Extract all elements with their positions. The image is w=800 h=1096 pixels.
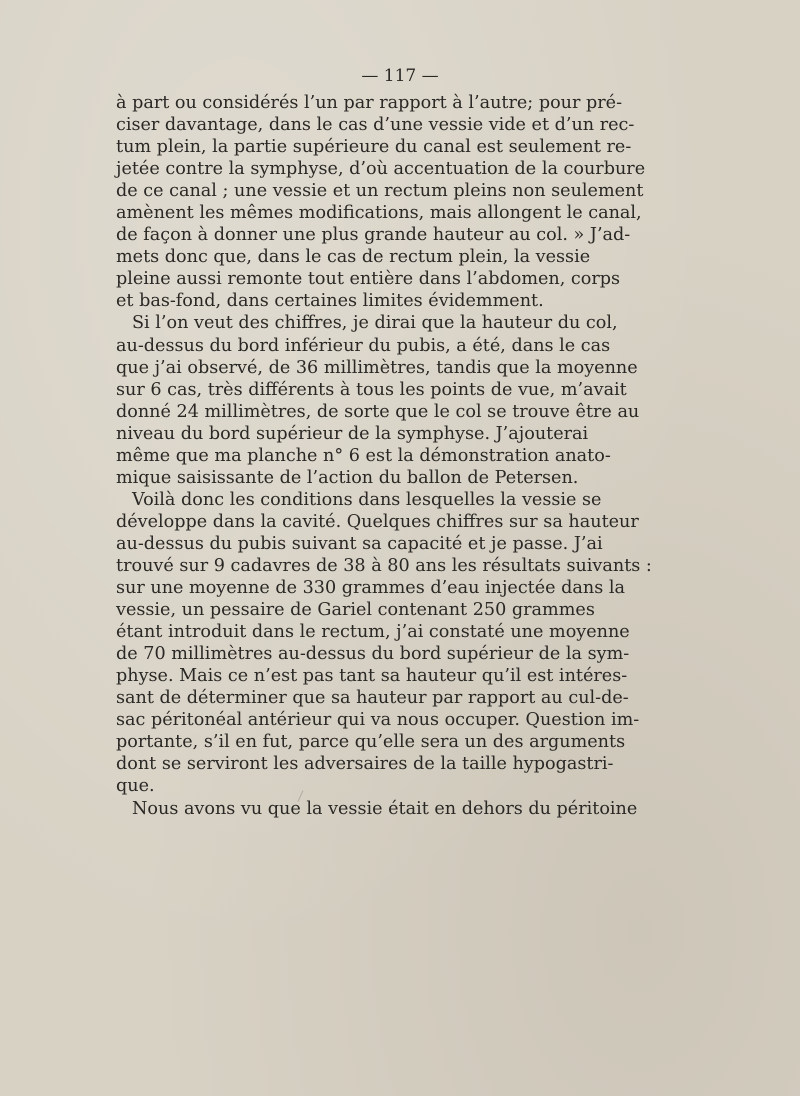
text-line: vessie, un pessaire de Gariel contenant 250 grammes — [116, 600, 595, 621]
body-text — [116, 92, 652, 820]
text-line: jetée contre la symphyse, d’où accentuation de la courbure — [116, 159, 646, 180]
text-line: sac péritonéal antérieur qui va nous occuper. Question im- — [116, 710, 640, 731]
text-line: de façon à donner une plus grande hauteur au col. » J’ad- — [116, 225, 631, 246]
paragraph-start-line: Nous avons vu que la vessie était en dehors du péritoine — [132, 798, 638, 819]
text-line: ciser davantage, dans le cas d’une vessie vide et d’un rec- — [116, 115, 635, 136]
text-line: mets donc que, dans le cas de rectum plein, la vessie — [116, 247, 591, 268]
text-line: au-dessus du pubis suivant sa capacité et je passe. J’ai — [116, 533, 603, 554]
text-line: sur une moyenne de 330 grammes d’eau injectée dans la — [116, 578, 625, 599]
text-line: que j’ai observé, de 36 millimètres, tandis que la moyenne — [116, 357, 638, 378]
text-line: même que ma planche n° 6 est la démonstration anato- — [116, 445, 611, 466]
text-line: portante, s’il en fut, parce qu’elle sera un des arguments — [116, 732, 626, 753]
text-line: tum plein, la partie supérieure du canal est seulement re- — [116, 137, 632, 158]
text-line: niveau du bord supérieur de la symphyse. J’ajouterai — [116, 423, 589, 444]
text-line: et bas-fond, dans certaines limites évidemment. — [116, 291, 544, 312]
text-line: sant de déterminer que sa hauteur par rapport au cul-de- — [116, 688, 629, 709]
paragraph-start-line: Voilà donc les conditions dans lesquelles la vessie se — [132, 489, 602, 510]
text-line: de ce canal ; une vessie et un rectum pleins non seulement — [116, 181, 644, 202]
text-line: mique saisissante de l’action du ballon de Petersen. — [116, 467, 579, 488]
text-line: amènent les mêmes modifications, mais allongent le canal, — [116, 203, 642, 224]
page-number: — 117 — — [361, 66, 439, 86]
text-line: étant introduit dans le rectum, j’ai constaté une moyenne — [116, 622, 630, 643]
text-line: sur 6 cas, très différents à tous les points de vue, m’avait — [116, 379, 627, 400]
text-line: trouvé sur 9 cadavres de 38 à 80 ans les résultats suivants : — [116, 555, 652, 576]
text-line: de 70 millimètres au-dessus du bord supérieur de la sym- — [116, 644, 630, 665]
text-line: au-dessus du bord inférieur du pubis, a été, dans le cas — [116, 335, 611, 356]
text-line: que. — [116, 776, 155, 797]
text-line: donné 24 millimètres, de sorte que le col se trouve être au — [116, 401, 640, 422]
text-line: à part ou considérés l’un par rapport à l’autre; pour pré- — [116, 93, 623, 113]
paragraph-start-line: Si l’on veut des chiffres, je dirai que la hauteur du col, — [132, 313, 618, 334]
text-line: pleine aussi remonte tout entière dans l’abdomen, corps — [116, 269, 621, 290]
text-line: physe. Mais ce n’est pas tant sa hauteur qu’il est intéres- — [116, 666, 628, 687]
text-line: développe dans la cavité. Quelques chiffres sur sa hauteur — [116, 511, 639, 532]
text-line: dont se serviront les adversaires de la taille hypogastri- — [116, 754, 614, 775]
